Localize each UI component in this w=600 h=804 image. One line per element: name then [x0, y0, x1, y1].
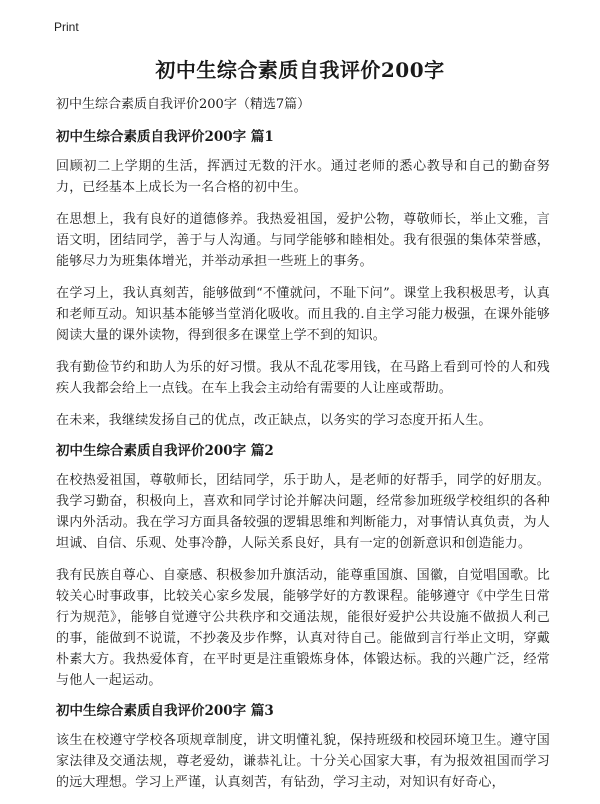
section-heading: 初中生综合素质自我评价200字 篇2 [56, 443, 274, 459]
paragraph: 在未来，我继续发扬自己的优点，改正缺点，以务实的学习态度开拓人生。 [56, 413, 492, 428]
paragraph: 在校热爱祖国，尊敬师长，团结同学，乐于助人，是老师的好帮手，同学的好朋友。我学习勤奋，积极向上，喜欢和同学讨论并解决问题，经常参加班级学校组织的各种课内外活动。我在学习方面具备较强的逻辑思维和判断能力，对事情认真负责，为人坦诚、自信、乐观、处事冷静，人际关系良好，具有一定的创新意识和创造能力。 [56, 473, 550, 551]
paragraph: 在思想上，我有良好的道德修养。我热爱祖国，爱护公物，尊敬师长，举止文雅，言语文明，团结同学，善于与人沟通。与同学能够和睦相处。我有很强的集体荣誉感，能够尽力为班集体增光，并举动承担一些班上的事务。 [56, 212, 550, 269]
section-2 [56, 442, 550, 691]
paragraph: 我有勤俭节约和助人为乐的好习惯。我从不乱花零用钱，在马路上看到可怜的人和残疾人我都会给上一点钱。在车上我会主动给有需要的人让座或帮助。 [56, 360, 550, 396]
document-subtitle: 初中生综合素质自我评价200字（精选7篇） [56, 97, 311, 112]
paragraph: 回顾初二上学期的生活，挥洒过无数的汗水。通过老师的悉心教导和自己的勤奋努力，已经基本上成长为一名合格的初中生。 [56, 159, 550, 195]
document-title: 初中生综合素质自我评价200字 [155, 58, 445, 82]
section-3 [56, 702, 550, 793]
print-link[interactable]: Print [54, 20, 79, 34]
section-heading: 初中生综合素质自我评价200字 篇3 [56, 703, 274, 719]
document-body [56, 96, 550, 804]
section-heading: 初中生综合素质自我评价200字 篇1 [56, 129, 274, 145]
section-1 [56, 128, 550, 431]
paragraph: 在学习上，我认真刻苦，能够做到“不懂就问，不耻下问”。课堂上我积极思考，认真和老师互动。知识基本能够当堂消化吸收。而且我的.自主学习能力极强，在课外能够阅读大量的课外读物，得到很多在课堂上学不到的知识。 [56, 286, 550, 343]
paragraph: 我有民族自尊心、自豪感、积极参加升旗活动，能尊重国旗、国徽，自觉唱国歌。比较关心时事政事，比较关心家乡发展，能够学好的方教课程。能够遵守《中学生日常行为规范》，能够自觉遵守公共秩序和交通法规，能很好爱护公共设施不做损人利己的事，能做到不说谎，不抄袭及步作弊，认真对待自己。能做到言行举止文明，穿戴朴素大方。我热爱体育，在平时更是注重锻炼身体，体锻达标。我的兴趣广泛，经常与他人一起运动。 [56, 568, 550, 688]
paragraph: 该生在校遵守学校各项规章制度，讲文明懂礼貌，保持班级和校园环境卫生。遵守国家法律及交通法规，尊老爱幼，谦恭礼让。十分关心国家大事，有为报效祖国而学习的远大理想。学习上严谨，认真刻苦，有钻劲，学习主动，对知识有好奇心， [56, 733, 550, 790]
